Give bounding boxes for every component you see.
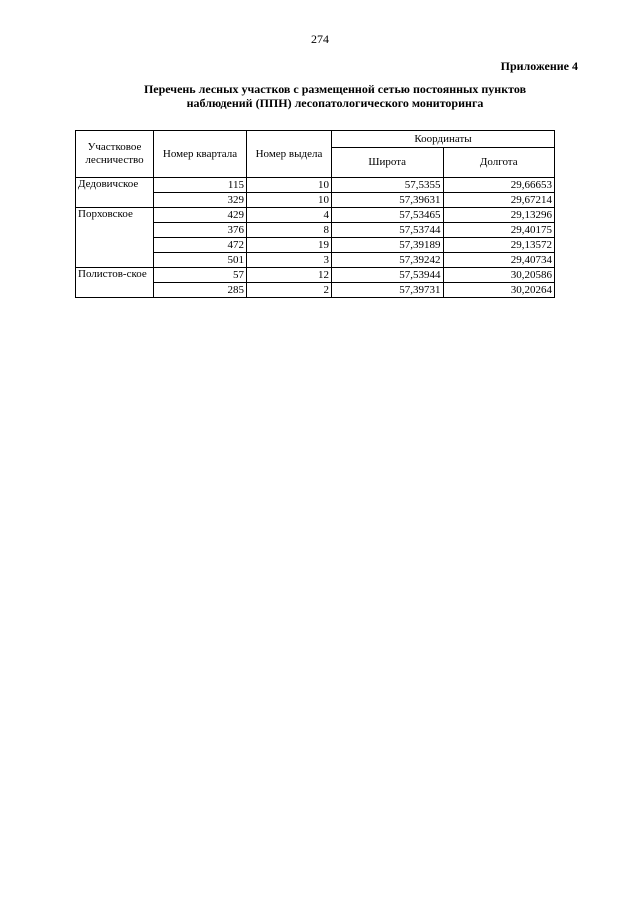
longitude-value: 29,40734 <box>443 253 555 268</box>
section-number: 10 <box>247 193 332 208</box>
quarter-number: 329 <box>154 193 247 208</box>
header-coordinates: Координаты <box>332 131 555 148</box>
latitude-value: 57,53465 <box>332 208 444 223</box>
monitoring-sites-table <box>75 130 555 298</box>
header-vydel: Номер выдела <box>247 131 332 178</box>
section-number: 3 <box>247 253 332 268</box>
quarter-number: 376 <box>154 223 247 238</box>
latitude-value: 57,53944 <box>332 268 444 283</box>
table-row <box>76 208 555 223</box>
longitude-value: 29,13572 <box>443 238 555 253</box>
quarter-number: 501 <box>154 253 247 268</box>
title-line-1: Перечень лесных участков с размещенной сетью постоянных пунктов <box>143 82 527 96</box>
header-kvartal: Номер квартала <box>154 131 247 178</box>
page-number: 274 <box>311 32 329 46</box>
latitude-value: 57,53744 <box>332 223 444 238</box>
title-line-2: наблюдений (ППН) лесопатологического мониторинга <box>186 96 484 110</box>
appendix-label: Приложение 4 <box>500 59 578 73</box>
longitude-value: 29,67214 <box>443 193 555 208</box>
longitude-value: 30,20586 <box>443 268 555 283</box>
section-number: 4 <box>247 208 332 223</box>
latitude-value: 57,5355 <box>332 178 444 193</box>
section-number: 19 <box>247 238 332 253</box>
section-number: 12 <box>247 268 332 283</box>
forestry-name: Дедовичское <box>76 178 154 208</box>
table-body <box>76 178 555 298</box>
quarter-number: 429 <box>154 208 247 223</box>
latitude-value: 57,39242 <box>332 253 444 268</box>
section-number: 8 <box>247 223 332 238</box>
longitude-value: 29,66653 <box>443 178 555 193</box>
forestry-name: Порховское <box>76 208 154 268</box>
section-number: 2 <box>247 283 332 298</box>
header-latitude: Широта <box>332 148 444 178</box>
quarter-number: 57 <box>154 268 247 283</box>
header-longitude: Долгота <box>443 148 555 178</box>
longitude-value: 29,40175 <box>443 223 555 238</box>
document-title <box>100 82 570 110</box>
longitude-value: 29,13296 <box>443 208 555 223</box>
table-row <box>76 178 555 193</box>
latitude-value: 57,39631 <box>332 193 444 208</box>
table-row <box>76 268 555 283</box>
longitude-value: 30,20264 <box>443 283 555 298</box>
quarter-number: 115 <box>154 178 247 193</box>
forestry-name: Полистов-ское <box>76 268 154 298</box>
header-leschestvo: Участковое лесничество <box>76 131 154 178</box>
quarter-number: 472 <box>154 238 247 253</box>
section-number: 10 <box>247 178 332 193</box>
quarter-number: 285 <box>154 283 247 298</box>
latitude-value: 57,39189 <box>332 238 444 253</box>
latitude-value: 57,39731 <box>332 283 444 298</box>
